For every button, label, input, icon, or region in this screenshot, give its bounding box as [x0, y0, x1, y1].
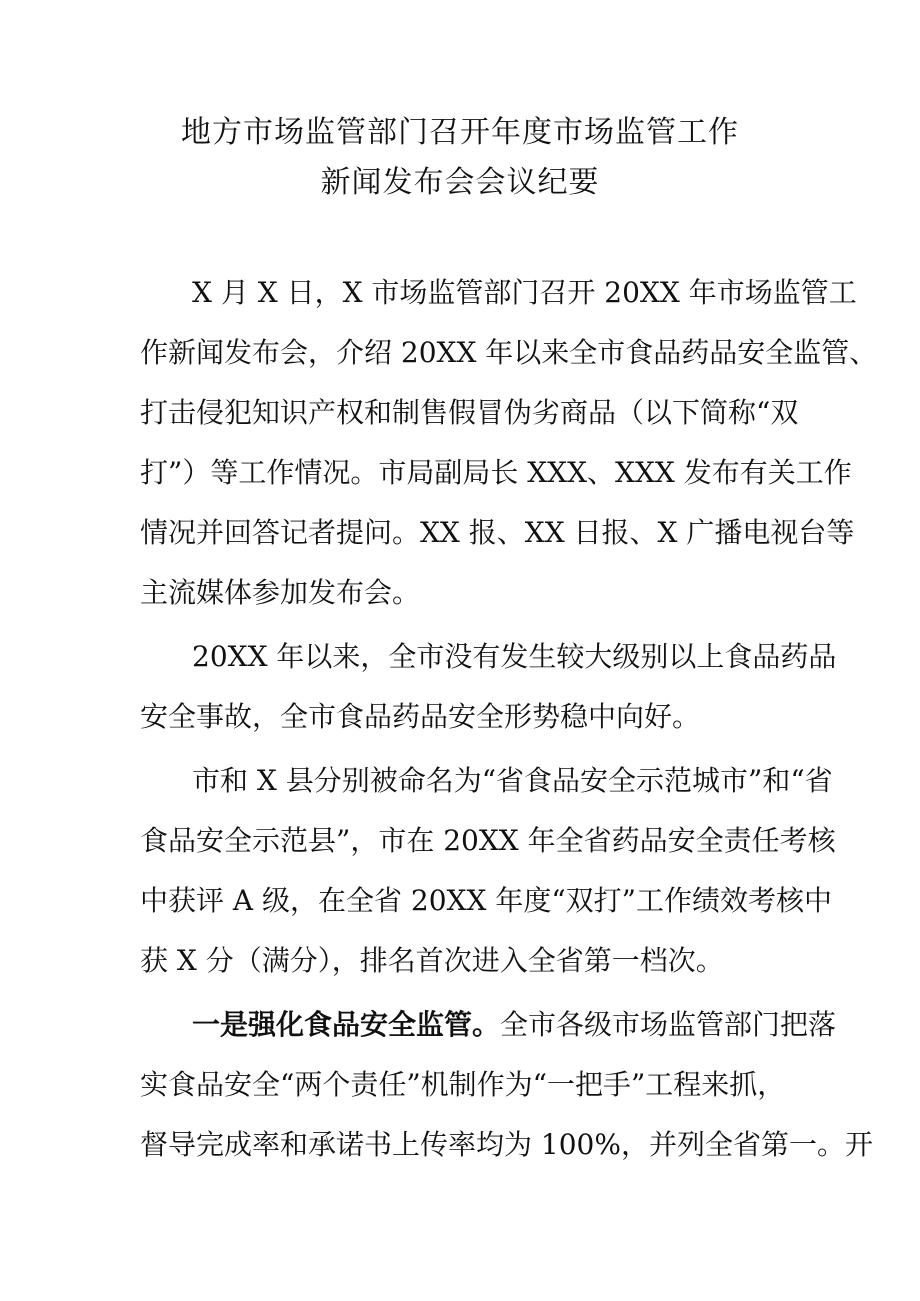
paragraph-3-line-2: 食品安全示范县”，市在 20XX 年全省药品安全责任考核 [140, 824, 836, 857]
paragraph-1-line-5: 情况并回答记者提问。XX 报、XX 日报、X 广播电视台等 [140, 516, 855, 549]
paragraph-4-line-2: 实食品安全“两个责任”机制作为“一把手”工程来抓， [140, 1068, 786, 1101]
document-title-line-2: 新闻发布会会议纪要 [320, 165, 600, 200]
paragraph-1-line-2: 作新闻发布会，介绍 20XX 年以来全市食品药品安全监管、 [140, 336, 878, 369]
paragraph-2-line-2: 安全事故，全市食品药品安全形势稳中向好。 [140, 700, 701, 733]
paragraph-3-line-4: 获 X 分（满分），排名首次进入全省第一档次。 [140, 944, 724, 977]
paragraph-4-line-3: 督导完成率和承诺书上传率均为 100%，并列全省第一。开 [140, 1128, 873, 1161]
document-title-line-1: 地方市场监管部门召开年度市场监管工作 [181, 115, 739, 150]
paragraph-2-line-1: 20XX 年以来，全市没有发生较大级别以上食品药品 [192, 640, 837, 673]
paragraph-4-bold-lead: 一是强化食品安全监管。 [192, 1008, 501, 1041]
paragraph-3-line-1: 市和 X 县分别被命名为“省食品安全示范城市”和“省 [192, 764, 833, 797]
paragraph-1-line-4: 打”）等工作情况。市局副局长 XXX、XXX 发布有关工作 [140, 456, 852, 489]
paragraph-4-line-1 [192, 1010, 836, 1040]
paragraph-1-line-3: 打击侵犯知识产权和制售假冒伪劣商品（以下简称“双 [140, 396, 799, 429]
paragraph-1-line-6: 主流媒体参加发布会。 [140, 576, 421, 609]
paragraph-1-line-1: X 月 X 日，X 市场监管部门召开 20XX 年市场监管工 [192, 276, 857, 309]
paragraph-4-line-1-rest: 全市各级市场监管部门把落 [500, 1008, 837, 1041]
paragraph-3-line-3: 中获评 A 级，在全省 20XX 年度“双打”工作绩效考核中 [140, 884, 832, 917]
